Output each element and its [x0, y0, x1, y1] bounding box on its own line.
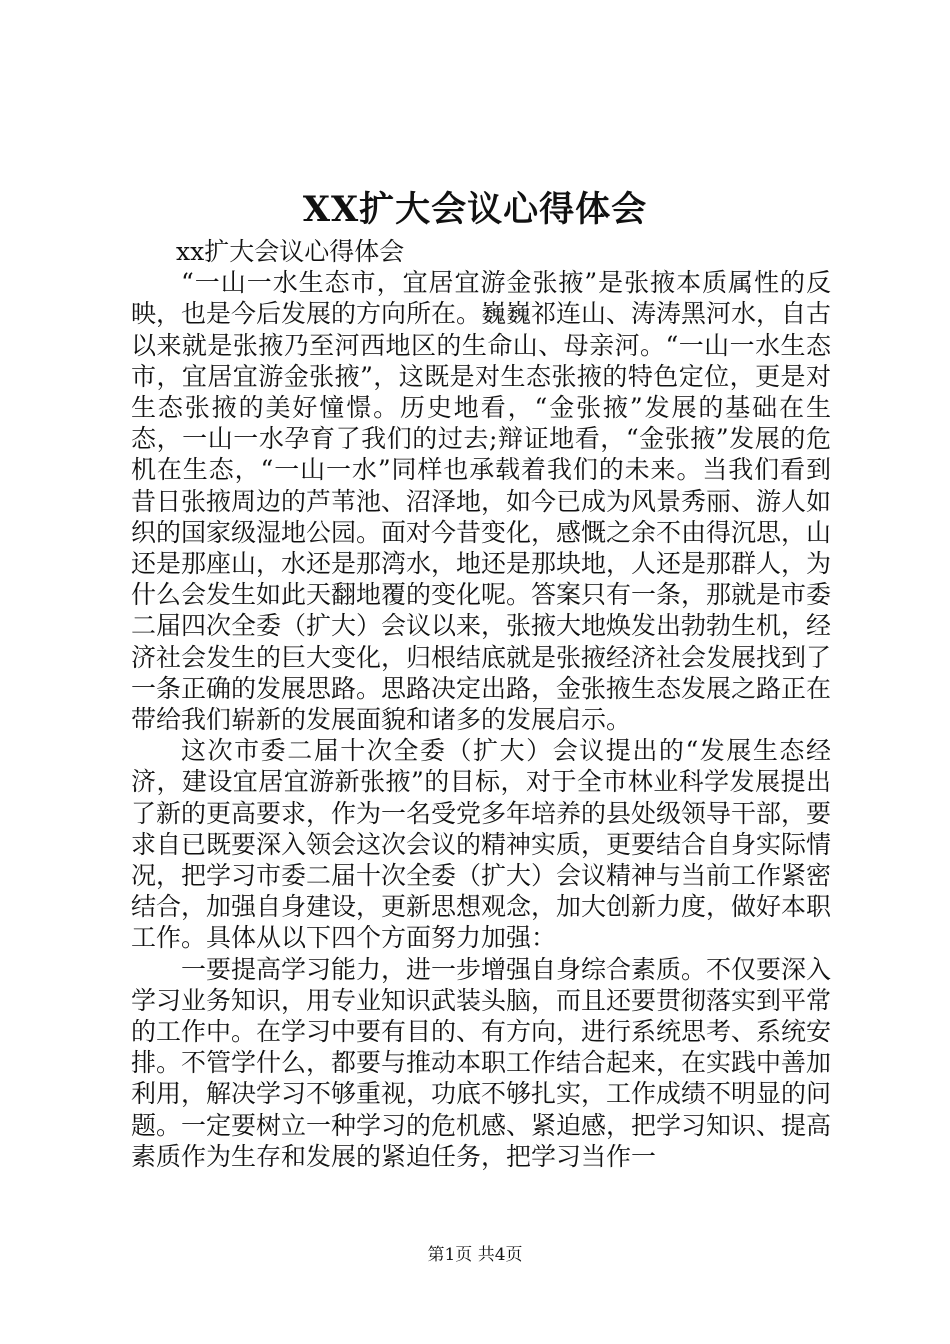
paragraph-2: 这次市委二届十次全委（扩大）会议提出的“发展生态经济，建设宜居宜游新张掖”的目标，对于全市林业科学发展提出了新的更高要求，作为一名受党多年培养的县处级领导干部，要求自已既要深入领会这次会议的精神实质，更要结合自身实际情况，把学习市委二届十次全委（扩大）会议精神与当前工作紧密结合，加强自身建设，更新思想观念，加大创新力度，做好本职工作。具体从以下四个方面努力加强： [131, 736, 832, 953]
page-number-footer: 第1页 共4页 [427, 1245, 523, 1265]
document-body [131, 236, 831, 1172]
document-subtitle: xx扩大会议心得体会 [176, 237, 405, 266]
paragraph-3: 一要提高学习能力，进一步增强自身综合素质。不仅要深入学习业务知识，用专业知识武装头脑，而且还要贯彻落实到平常的工作中。在学习中要有目的、有方向，进行系统思考、系统安排。不管学什么，都要与推动本职工作结合起来，在实践中善加利用，解决学习不够重视，功底不够扎实，工作成绩不明显的问题。一定要树立一种学习的危机感、紧迫感，把学习知识、提高素质作为生存和发展的紧迫任务，把学习当作一 [131, 954, 832, 1171]
paragraph-1: “一山一水生态市，宜居宜游金张掖”是张掖本质属性的反映，也是今后发展的方向所在。巍巍祁连山、涛涛黑河水，自古以来就是张掖乃至河西地区的生命山、母亲河。“一山一水生态市，宜居宜游金张掖”，这既是对生态张掖的特色定位，更是对生态张掖的美好憧憬。历史地看，“金张掖”发展的基础在生态，一山一水孕育了我们的过去;辩证地看，“金张掖”发展的危机在生态，“一山一水”同样也承载着我们的未来。当我们看到昔日张掖周边的芦苇池、沼泽地，如今已成为风景秀丽、游人如织的国家级湿地公园。面对今昔变化，感慨之余不由得沉思，山还是那座山，水还是那湾水，地还是那块地，人还是那群人，为什么会发生如此天翻地覆的变化呢。答案只有一条，那就是市委二届四次全委（扩大）会议以来，张掖大地焕发出勃勃生机，经济社会发生的巨大变化，归根结底就是张掖经济社会发展找到了一条正确的发展思路。思路决定出路，金张掖生态发展之路正在带给我们崭新的发展面貌和诸多的发展启示。 [131, 268, 832, 735]
document-title: XX扩大会议心得体会 [302, 189, 648, 230]
